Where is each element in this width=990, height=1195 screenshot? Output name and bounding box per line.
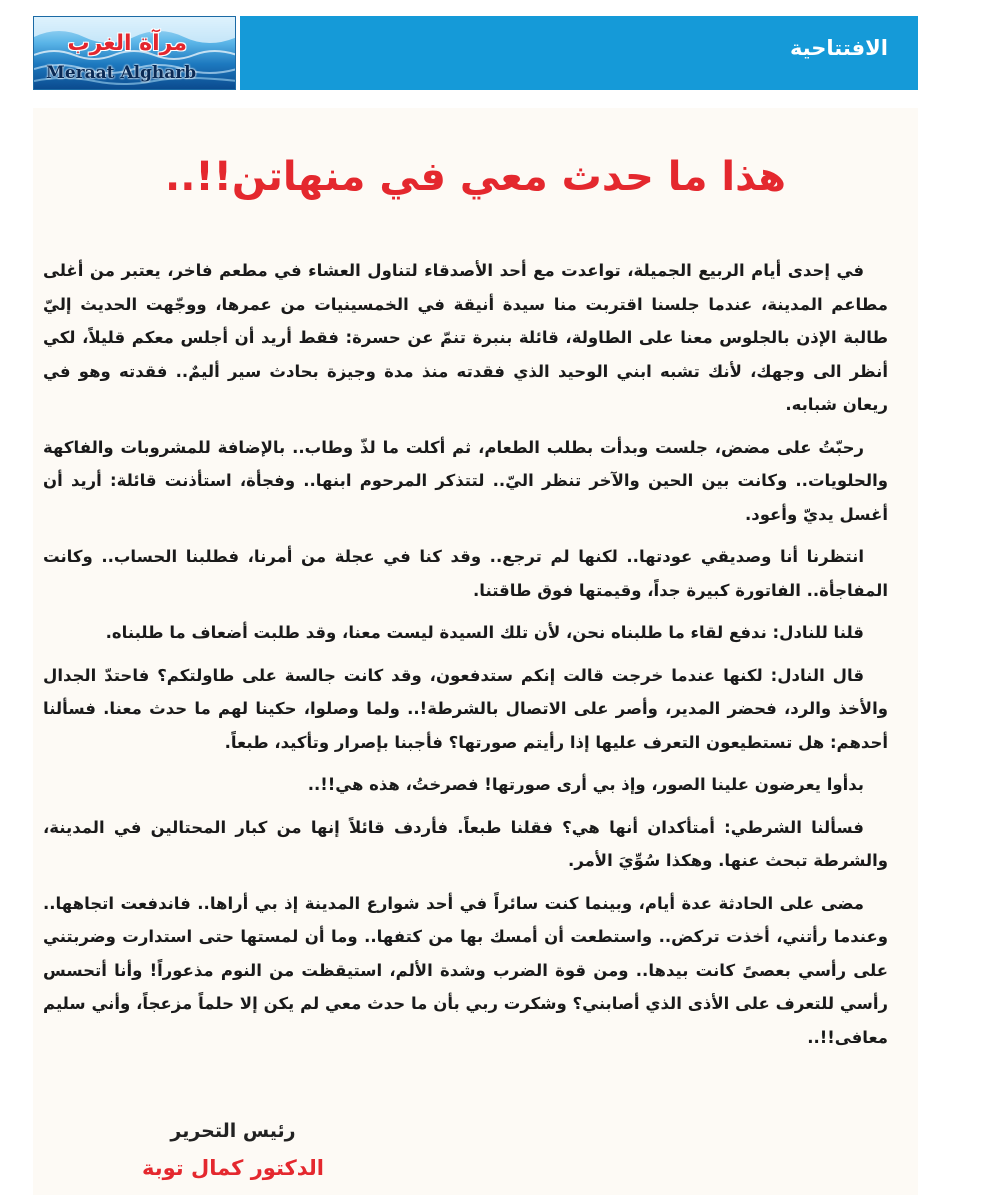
paragraph-1: في إحدى أيام الربيع الجميلة، تواعدت مع أحد الأصدقاء لتناول العشاء في مطعم فاخر، يعتبر من أغلى مطاعم المدينة، عندما جلسنا اقتربت منا سيدة أنيقة في الخمسينيات من عمرها، ووجّهت الحديث إليّ طالبة الإذن بالجلوس معنا على الطاولة، قائلة بنبرة تنمّ عن حسرة: فقط أريد أن أجلس معكم قليلاً، لكي أنظر الى وجهك، لأنك تشبه ابني الوحيد الذي فقدته منذ مدة وجيزة بحادث سير أليمٌ.. فقدته وهو في ريعان شبابه. — [43, 261, 888, 414]
signature-block — [128, 1116, 338, 1190]
magazine-logo — [33, 16, 236, 90]
editor-title: رئيس التحرير — [170, 1120, 296, 1142]
section-label: الافتتاحية — [789, 36, 888, 60]
paragraph-7: فسألنا الشرطي: أمتأكدان أنها هي؟ فقلنا طبعاً. فأردف قائلاً إنها من كبار المحتالين في المدينة، والشرطة تبحث عنها. وهكذا سُوِّيَ الأمر. — [43, 817, 888, 870]
logo-arabic-text: مرآة الغرب — [67, 31, 187, 56]
paragraph-6: بدأوا يعرضون علينا الصور، وإذ بي أرى صورتها! فصرختُ، هذه هي!!.. — [307, 775, 864, 794]
paragraph-3: انتظرنا أنا وصديقي عودتها.. لكنها لم ترجع.. وقد كنا في عجلة من أمرنا، فطلبنا الحساب.. وكانت المفاجأة.. الفاتورة كبيرة جداً، وقيمتها فوق طاقتنا. — [43, 547, 888, 600]
editor-name: الدكتور كمال توبة — [142, 1156, 324, 1180]
paragraph-5: قال النادل: لكنها عندما خرجت قالت إنكم ستدفعون، وقد كانت جالسة على طاولتكم؟ فاحتدّ الجدال والأخذ والرد، فحضر المدير، وأصر على الاتصال بالشرطة!.. ولما وصلوا، حكينا لهم ما حدث معنا. فسألنا أحدهم: هل تستطيعون التعرف عليها إذا رأيتم صورتها؟ فأجبنا بإصرار وتأكيد، طبعاً. — [43, 665, 888, 752]
section-header-bar — [240, 16, 918, 90]
article-panel — [33, 108, 918, 1195]
article-body — [43, 254, 888, 1063]
article-title: هذا ما حدث معي في منهاتن!!.. — [165, 154, 786, 200]
paragraph-4: قلنا للنادل: ندفع لقاء ما طلبناه نحن، لأن تلك السيدة ليست معنا، وقد طلبت أضعاف ما طلبناه. — [105, 623, 864, 642]
paragraph-8: مضى على الحادثة عدة أيام، وبينما كنت سائراً في أحد شوارع المدينة إذ بي أراها.. فاندفعت اتجاهها.. وعندما رأتني، أخذت تركض.. واستطعت أن أمسك بها من كتفها.. وما أن لمستها حتى استدارت وضربتني على رأسي بعصىً كانت بيدها.. ومن قوة الضرب وشدة الألم، استيقظت من النوم مذعوراً! وأنا أتحسس رأسي للتعرف على الأذى الذي أصابني؟ وشكرت ربي بأن ما حدث معي لم يكن إلا حلماً مزعجاً، وأني سليم معافى!!.. — [43, 893, 888, 1047]
paragraph-2: رحبّتُ على مضض، جلست وبدأت بطلب الطعام، ثم أكلت ما لذّ وطاب.. بالإضافة للمشروبات والفاكهة والحلويات.. وكانت بين الحين والآخر تنظر اليّ.. لتتذكر المرحوم ابنها.. وفجأة، استأذنت قائلة: أريد أن أغسل يديّ وأعود. — [43, 437, 888, 524]
logo-english-text: Meraat Algharb — [46, 63, 197, 83]
